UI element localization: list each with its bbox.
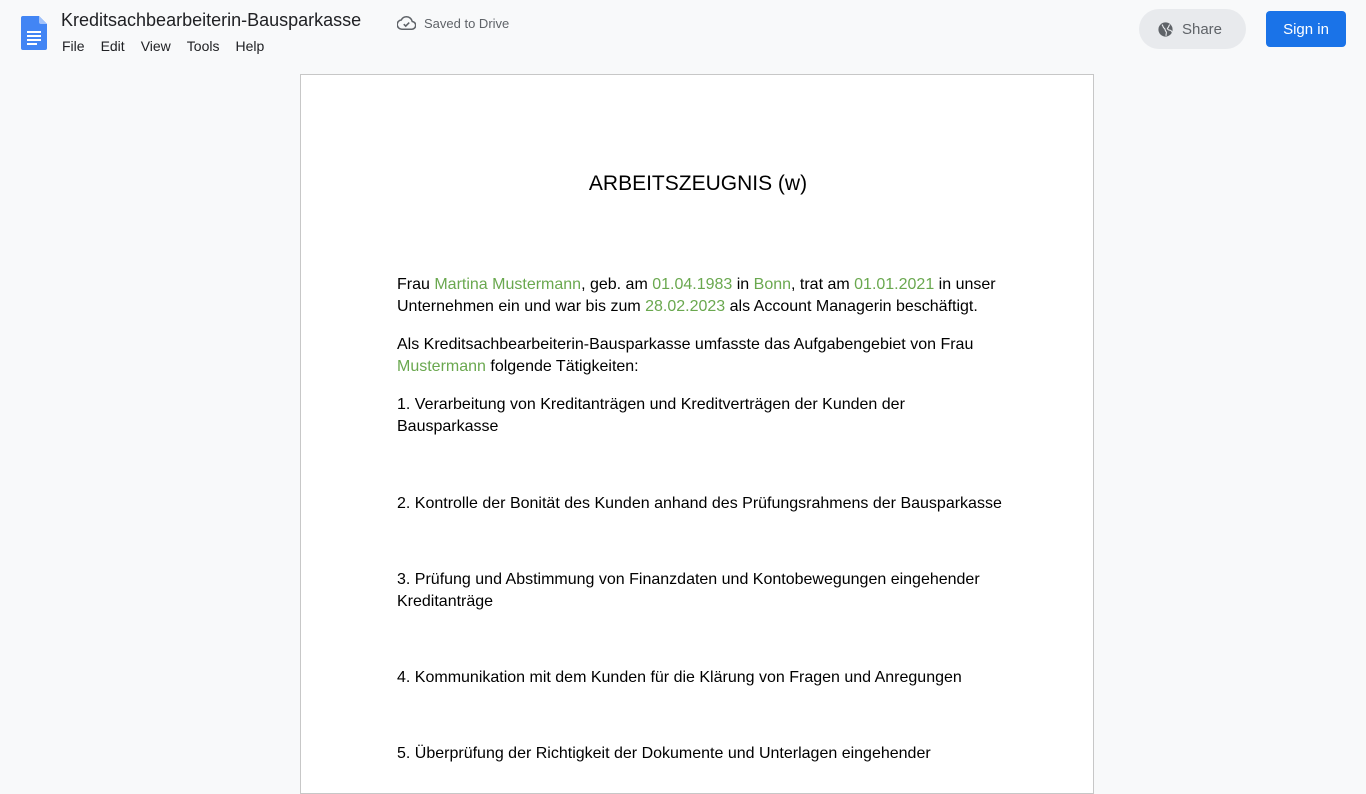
save-status[interactable] xyxy=(397,14,509,32)
text-run: , geb. am xyxy=(581,276,653,293)
sign-in-button[interactable]: Sign in xyxy=(1266,11,1346,47)
text-run: in unser Unternehmen ein und war bis zum xyxy=(397,276,996,315)
share-label: Share xyxy=(1181,20,1223,38)
employee-name: Martina Mustermann xyxy=(434,276,582,293)
duties-intro-paragraph xyxy=(397,334,1009,378)
app-header xyxy=(0,0,1366,64)
document-page[interactable] xyxy=(300,74,1094,794)
cloud-check-icon xyxy=(397,16,416,30)
text-run: Als Kreditsachbearbeiterin-Bausparkasse umfasste das Aufgabengebiet von Frau xyxy=(397,336,974,353)
duty-item-4: 4. Kommunikation mit dem Kunden für die Klärung von Fragen und Anregungen xyxy=(397,669,962,686)
text-run: als Account Managerin beschäftigt. xyxy=(725,298,978,315)
globe-icon xyxy=(1157,21,1174,38)
text-run: Frau xyxy=(397,276,435,293)
share-button[interactable] xyxy=(1139,9,1246,49)
start-date: 01.01.2021 xyxy=(854,276,935,293)
employee-surname: Mustermann xyxy=(397,358,486,375)
menu-help[interactable]: Help xyxy=(235,38,265,54)
menu-view[interactable]: View xyxy=(140,38,171,54)
document-title[interactable]: Kreditsachbearbeiterin-Bausparkasse xyxy=(61,10,362,30)
menu-bar xyxy=(54,37,272,55)
menu-edit[interactable]: Edit xyxy=(100,38,125,54)
birth-date: 01.04.1983 xyxy=(652,276,733,293)
duty-item-5: 5. Überprüfung der Richtigkeit der Dokumente und Unterlagen eingehender xyxy=(397,745,931,762)
duty-item-2: 2. Kontrolle der Bonität des Kunden anhand des Prüfungsrahmens der Bausparkasse xyxy=(397,495,1002,512)
menu-file[interactable]: File xyxy=(62,38,85,54)
google-docs-icon[interactable] xyxy=(21,16,47,50)
text-run: folgende Tätigkeiten: xyxy=(485,358,639,375)
text-run: in xyxy=(732,276,754,293)
intro-paragraph xyxy=(397,274,1009,318)
duty-item-1: 1. Verarbeitung von Kreditanträgen und Kreditverträgen der Kunden der Bausparkasse xyxy=(397,396,905,435)
end-date: 28.02.2023 xyxy=(645,298,726,315)
birth-city: Bonn xyxy=(753,276,792,293)
menu-tools[interactable]: Tools xyxy=(186,38,220,54)
document-heading: ARBEITSZEUGNIS (w) xyxy=(588,172,808,195)
save-status-label: Saved to Drive xyxy=(424,15,510,31)
duty-item-3: 3. Prüfung und Abstimmung von Finanzdaten und Kontobewegungen eingehender Kreditanträge xyxy=(397,571,980,610)
text-run: , trat am xyxy=(791,276,855,293)
